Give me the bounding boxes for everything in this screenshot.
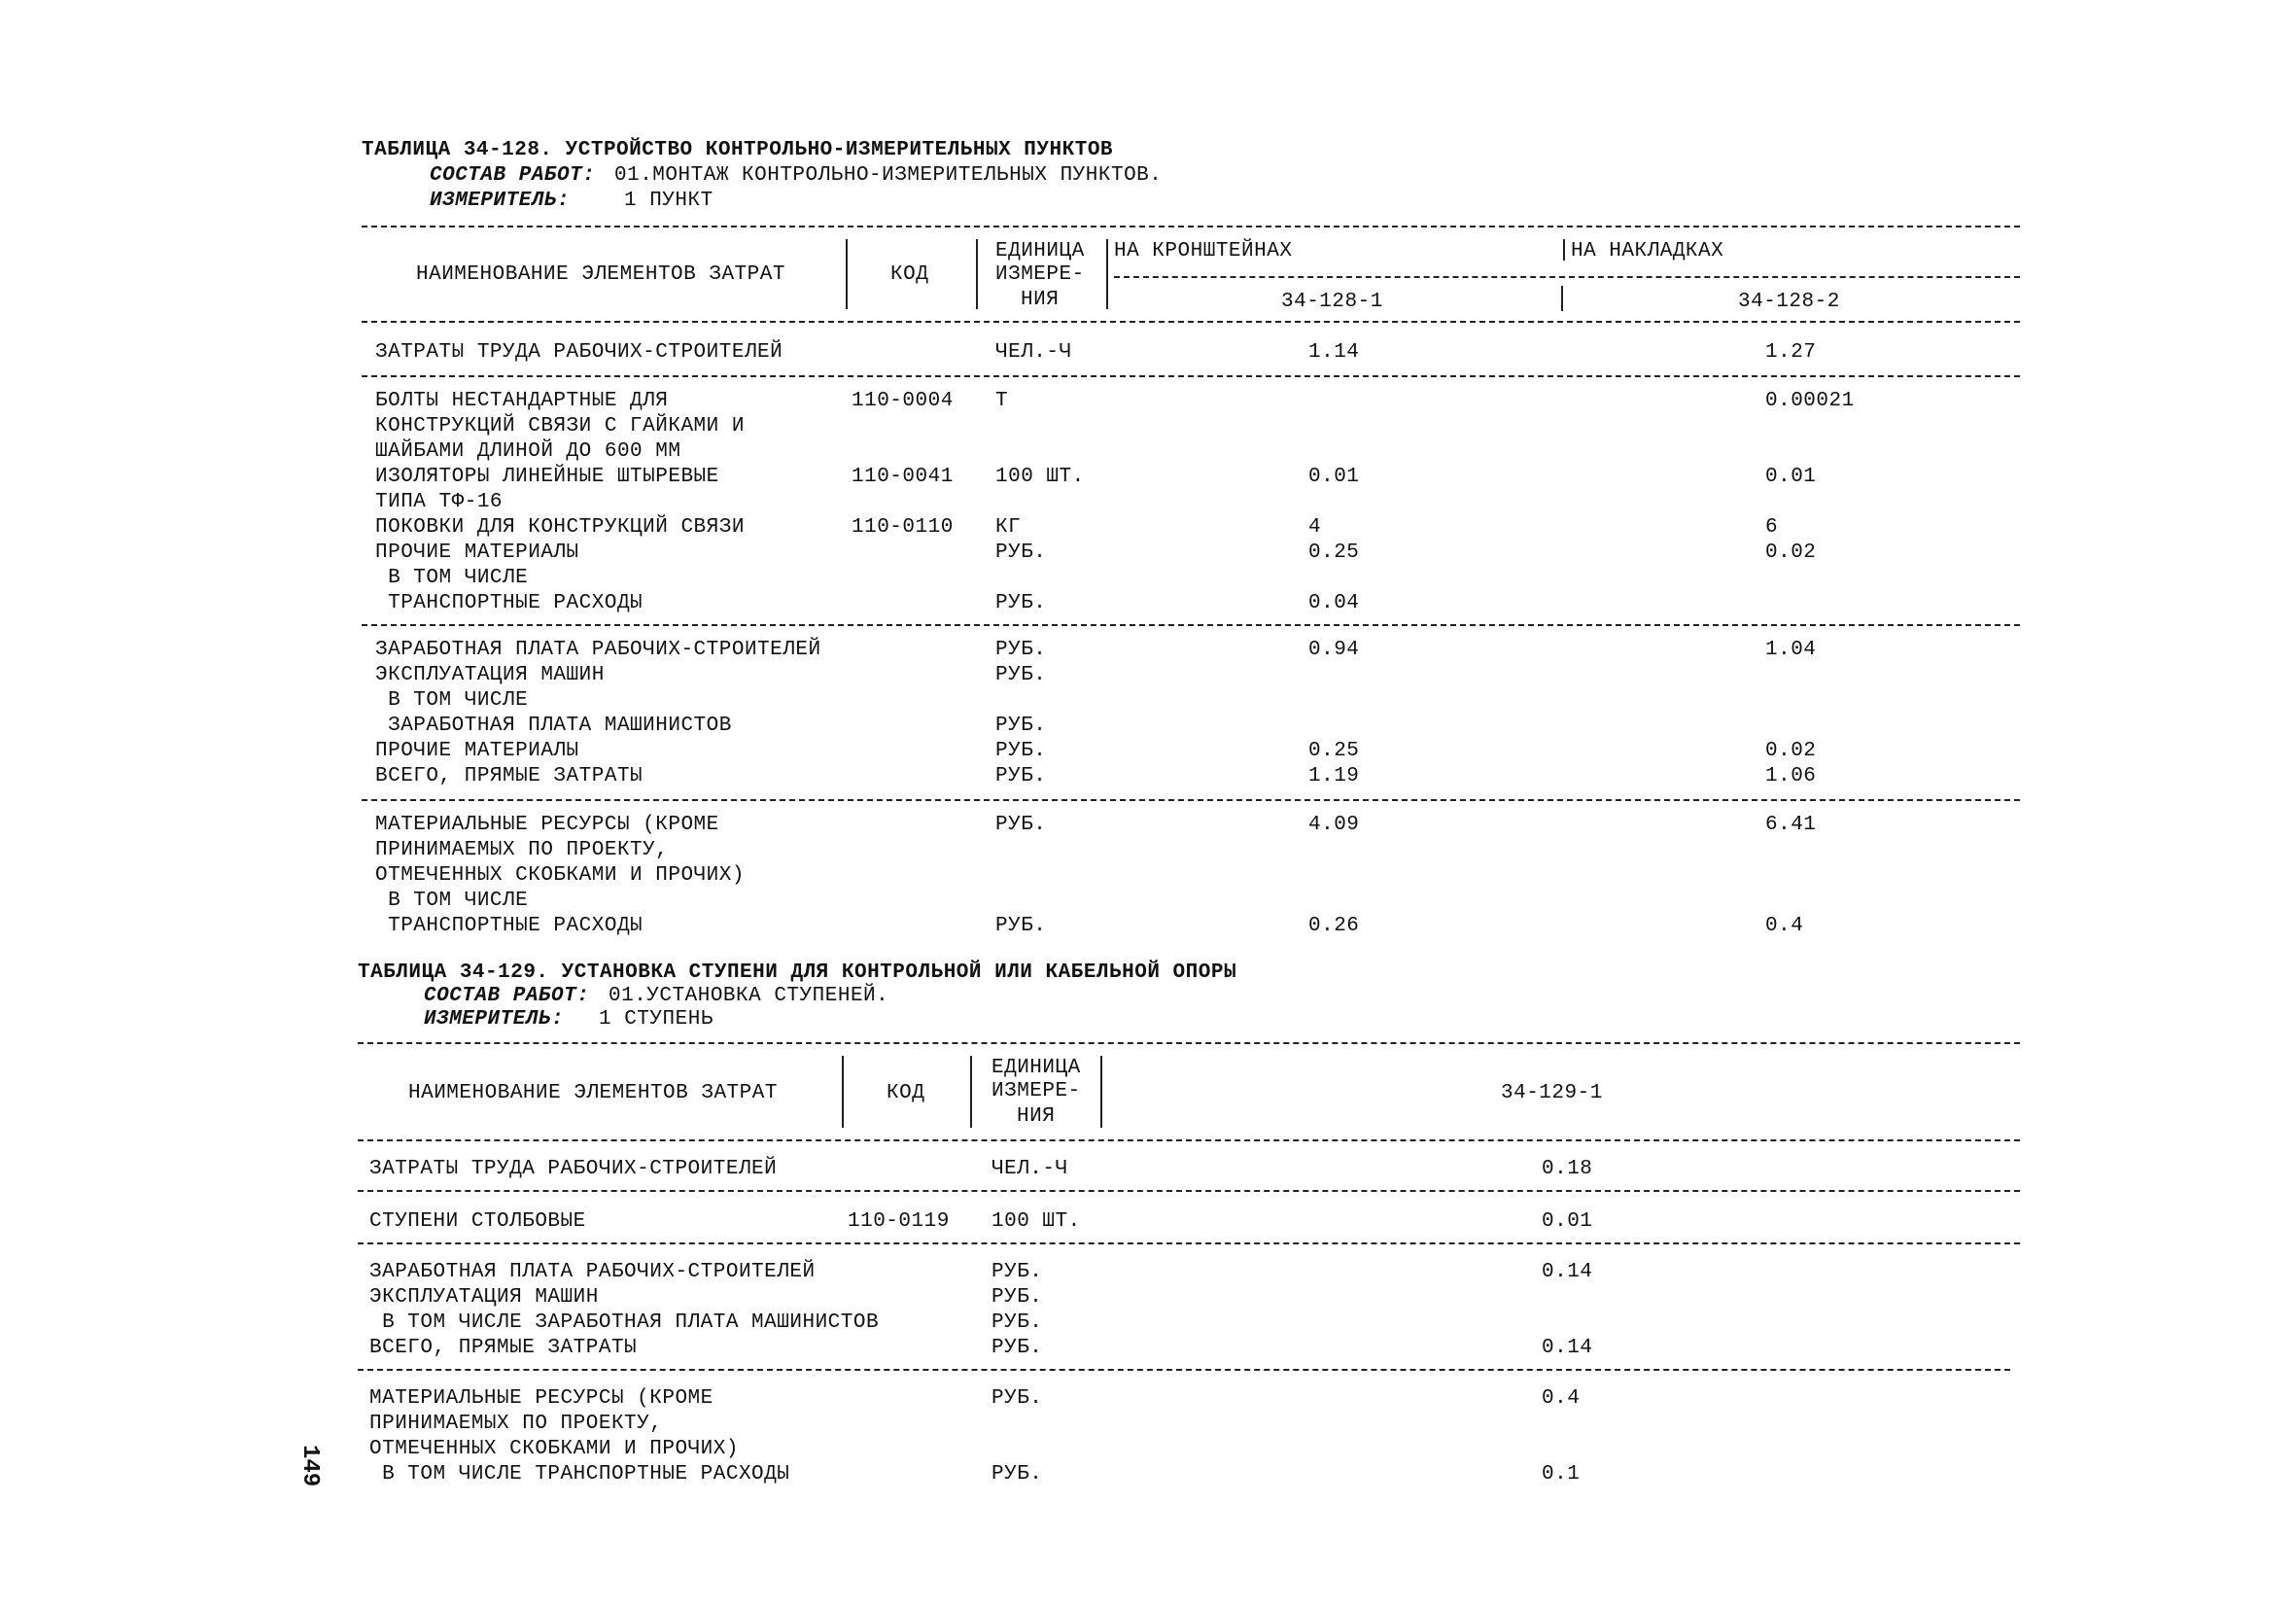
value-34-128-2: 0.00021	[1765, 390, 1855, 412]
value-34-129-1: 0.18	[1542, 1158, 1593, 1180]
cost-item-unit: РУБ.	[991, 1286, 1043, 1309]
work-value: 01.МОНТАЖ КОНТРОЛЬНО-ИЗМЕРИТЕЛЬНЫХ ПУНКТОВ.	[614, 164, 1163, 187]
header-col-34-128-2: 34-128-2	[1738, 291, 1840, 313]
cost-item-name: КОНСТРУКЦИЙ СВЯЗИ С ГАЙКАМИ И	[375, 415, 745, 437]
work-label: СОСТАВ РАБОТ:	[424, 985, 590, 1007]
rule	[358, 1042, 2020, 1044]
cost-item-name: В ТОМ ЧИСЛЕ	[375, 689, 529, 712]
rule	[358, 1242, 2020, 1244]
value-34-128-1: 0.26	[1308, 915, 1360, 937]
rule	[362, 624, 2020, 626]
cost-item-name: ЭКСПЛУАТАЦИЯ МАШИН	[375, 664, 605, 686]
value-34-128-1: 1.19	[1308, 765, 1360, 787]
rule	[1114, 276, 2020, 278]
rule	[358, 1369, 2010, 1371]
cost-item-unit: РУБ.	[995, 740, 1047, 762]
header-col-34-129-1: 34-129-1	[1501, 1082, 1603, 1104]
value-34-128-2: 1.27	[1765, 341, 1817, 364]
table-128-title: ТАБЛИЦА 34-128. УСТРОЙСТВО КОНТРОЛЬНО-ИЗМЕРИТЕЛЬНЫХ ПУНКТОВ	[362, 139, 1114, 161]
header-unit: ИЗМЕРЕ-	[991, 1080, 1081, 1102]
meter-value: 1 ПУНКТ	[624, 190, 713, 212]
cost-item-name: ЗАРАБОТНАЯ ПЛАТА РАБОЧИХ-СТРОИТЕЛЕЙ	[369, 1261, 816, 1283]
cost-item-name: В ТОМ ЧИСЛЕ	[375, 890, 529, 912]
value-34-128-2: 0.4	[1765, 915, 1804, 937]
cost-item-code: 110-0004	[852, 390, 954, 412]
cost-item-name: ШАЙБАМИ ДЛИНОЙ ДО 600 ММ	[375, 440, 681, 463]
header-code: КОД	[890, 263, 929, 286]
value-34-128-1: 0.25	[1308, 740, 1360, 762]
rule	[362, 226, 2020, 227]
value-34-128-1: 1.14	[1308, 341, 1360, 364]
col-divider	[846, 239, 848, 309]
cost-item-unit: РУБ.	[995, 814, 1047, 836]
col-divider	[842, 1056, 844, 1128]
header-col-34-128-1: 34-128-1	[1281, 291, 1383, 313]
cost-item-unit: РУБ.	[991, 1337, 1043, 1359]
header-unit: ЕДИНИЦА	[991, 1057, 1081, 1079]
cost-item-unit: 100 ШТ.	[995, 466, 1085, 488]
rule	[362, 375, 2020, 377]
cost-item-code: 110-0119	[848, 1210, 950, 1233]
cost-item-unit: ЧЕЛ.-Ч	[991, 1158, 1068, 1180]
cost-item-name: ЗАРАБОТНАЯ ПЛАТА МАШИНИСТОВ	[375, 715, 732, 737]
header-unit: ИЗМЕРЕ-	[995, 263, 1085, 286]
cost-item-name: ТРАНСПОРТНЫЕ РАСХОДЫ	[375, 915, 644, 937]
value-34-128-1: 0.25	[1308, 542, 1360, 564]
meter-label: ИЗМЕРИТЕЛЬ:	[430, 190, 571, 212]
cost-item-unit: КГ	[995, 516, 1022, 539]
value-34-128-1: 0.94	[1308, 639, 1360, 661]
work-value: 01.УСТАНОВКА СТУПЕНЕЙ.	[609, 985, 889, 1007]
value-34-128-2: 1.06	[1765, 765, 1817, 787]
cost-item-name: ПРОЧИЕ МАТЕРИАЛЫ	[375, 740, 579, 762]
cost-item-name: СТУПЕНИ СТОЛБОВЫЕ	[369, 1210, 586, 1233]
cost-item-unit: РУБ.	[991, 1463, 1043, 1486]
cost-item-name: ЗАТРАТЫ ТРУДА РАБОЧИХ-СТРОИТЕЛЕЙ	[369, 1158, 778, 1180]
cost-item-unit: РУБ.	[995, 639, 1047, 661]
value-34-128-2: 6.41	[1765, 814, 1817, 836]
value-34-129-1: 0.01	[1542, 1210, 1593, 1233]
cost-item-name: ТРАНСПОРТНЫЕ РАСХОДЫ	[375, 592, 644, 614]
cost-item-name: ЗАРАБОТНАЯ ПЛАТА РАБОЧИХ-СТРОИТЕЛЕЙ	[375, 639, 821, 661]
rule	[362, 321, 2020, 323]
header-group-brackets: НА КРОНШТЕЙНАХ	[1114, 240, 1293, 262]
cost-item-unit: РУБ.	[995, 664, 1047, 686]
page-number: 149	[296, 1445, 323, 1487]
value-34-129-1: 0.4	[1542, 1387, 1581, 1410]
value-34-128-1: 4	[1308, 516, 1322, 539]
value-34-128-1: 0.01	[1308, 466, 1360, 488]
rule	[358, 1139, 2020, 1141]
cost-item-name: ПРИНИМАЕМЫХ ПО ПРОЕКТУ,	[375, 839, 669, 861]
header-name: НАИМЕНОВАНИЕ ЭЛЕМЕНТОВ ЗАТРАТ	[416, 263, 785, 286]
meter-value: 1 СТУПЕНЬ	[599, 1008, 713, 1031]
cost-item-unit: РУБ.	[995, 915, 1047, 937]
header-group-overlays: НА НАКЛАДКАХ	[1571, 240, 1724, 262]
value-34-128-2: 0.02	[1765, 740, 1817, 762]
cost-item-name: ОТМЕЧЕННЫХ СКОБКАМИ И ПРОЧИХ)	[369, 1438, 739, 1460]
cost-item-unit: РУБ.	[991, 1261, 1043, 1283]
cost-item-name: МАТЕРИАЛЬНЫЕ РЕСУРСЫ (КРОМЕ	[369, 1387, 713, 1410]
header-unit: НИЯ	[1021, 289, 1060, 311]
rule	[358, 1190, 2020, 1192]
col-divider	[1106, 239, 1108, 309]
value-34-128-2: 1.04	[1765, 639, 1817, 661]
value-34-128-2: 6	[1765, 516, 1779, 539]
cost-item-name: БОЛТЫ НЕСТАНДАРТНЫЕ ДЛЯ	[375, 390, 669, 412]
cost-item-name: ИЗОЛЯТОРЫ ЛИНЕЙНЫЕ ШТЫРЕВЫЕ	[375, 466, 719, 488]
value-34-129-1: 0.14	[1542, 1261, 1593, 1283]
cost-item-unit: РУБ.	[995, 715, 1047, 737]
col-divider	[976, 239, 978, 309]
header-unit: НИЯ	[1017, 1105, 1056, 1128]
col-divider	[1563, 239, 1565, 261]
cost-item-code: 110-0110	[852, 516, 954, 539]
cost-item-unit: 100 ШТ.	[991, 1210, 1081, 1233]
value-34-128-1: 0.04	[1308, 592, 1360, 614]
value-34-129-1: 0.1	[1542, 1463, 1581, 1486]
col-divider	[1100, 1056, 1102, 1128]
col-divider	[1561, 286, 1563, 311]
cost-item-name: В ТОМ ЧИСЛЕ ЗАРАБОТНАЯ ПЛАТА МАШИНИСТОВ	[369, 1311, 880, 1334]
value-34-129-1: 0.14	[1542, 1337, 1593, 1359]
cost-item-name: ТИПА ТФ-16	[375, 491, 504, 513]
work-label: СОСТАВ РАБОТ:	[430, 164, 596, 187]
cost-item-unit: РУБ.	[991, 1387, 1043, 1410]
cost-item-name: ВСЕГО, ПРЯМЫЕ ЗАТРАТЫ	[369, 1337, 638, 1359]
cost-item-name: ЗАТРАТЫ ТРУДА РАБОЧИХ-СТРОИТЕЛЕЙ	[375, 341, 783, 364]
col-divider	[970, 1056, 972, 1128]
meter-label: ИЗМЕРИТЕЛЬ:	[424, 1008, 565, 1031]
cost-item-name: В ТОМ ЧИСЛЕ	[375, 567, 529, 589]
cost-item-name: ПРОЧИЕ МАТЕРИАЛЫ	[375, 542, 579, 564]
cost-item-unit: РУБ.	[995, 592, 1047, 614]
cost-item-name: ОТМЕЧЕННЫХ СКОБКАМИ И ПРОЧИХ)	[375, 864, 745, 887]
cost-item-unit: РУБ.	[995, 542, 1047, 564]
cost-item-unit: РУБ.	[995, 765, 1047, 787]
value-34-128-2: 0.01	[1765, 466, 1817, 488]
rule	[362, 799, 2020, 801]
cost-item-unit: ЧЕЛ.-Ч	[995, 341, 1072, 364]
value-34-128-1: 4.09	[1308, 814, 1360, 836]
cost-item-code: 110-0041	[852, 466, 954, 488]
header-unit: ЕДИНИЦА	[995, 240, 1085, 262]
cost-item-name: МАТЕРИАЛЬНЫЕ РЕСУРСЫ (КРОМЕ	[375, 814, 719, 836]
cost-item-name: ЭКСПЛУАТАЦИЯ МАШИН	[369, 1286, 599, 1309]
cost-item-name: ПОКОВКИ ДЛЯ КОНСТРУКЦИЙ СВЯЗИ	[375, 516, 745, 539]
cost-item-name: В ТОМ ЧИСЛЕ ТРАНСПОРТНЫЕ РАСХОДЫ	[369, 1463, 790, 1486]
value-34-128-2: 0.02	[1765, 542, 1817, 564]
cost-item-unit: Т	[995, 390, 1009, 412]
header-name: НАИМЕНОВАНИЕ ЭЛЕМЕНТОВ ЗАТРАТ	[408, 1082, 778, 1104]
cost-item-name: ПРИНИМАЕМЫХ ПО ПРОЕКТУ,	[369, 1413, 663, 1435]
cost-item-unit: РУБ.	[991, 1311, 1043, 1334]
header-code: КОД	[887, 1082, 925, 1104]
cost-item-name: ВСЕГО, ПРЯМЫЕ ЗАТРАТЫ	[375, 765, 644, 787]
table-129-title: ТАБЛИЦА 34-129. УСТАНОВКА СТУПЕНИ ДЛЯ КОНТРОЛЬНОЙ ИЛИ КАБЕЛЬНОЙ ОПОРЫ	[358, 961, 1237, 984]
